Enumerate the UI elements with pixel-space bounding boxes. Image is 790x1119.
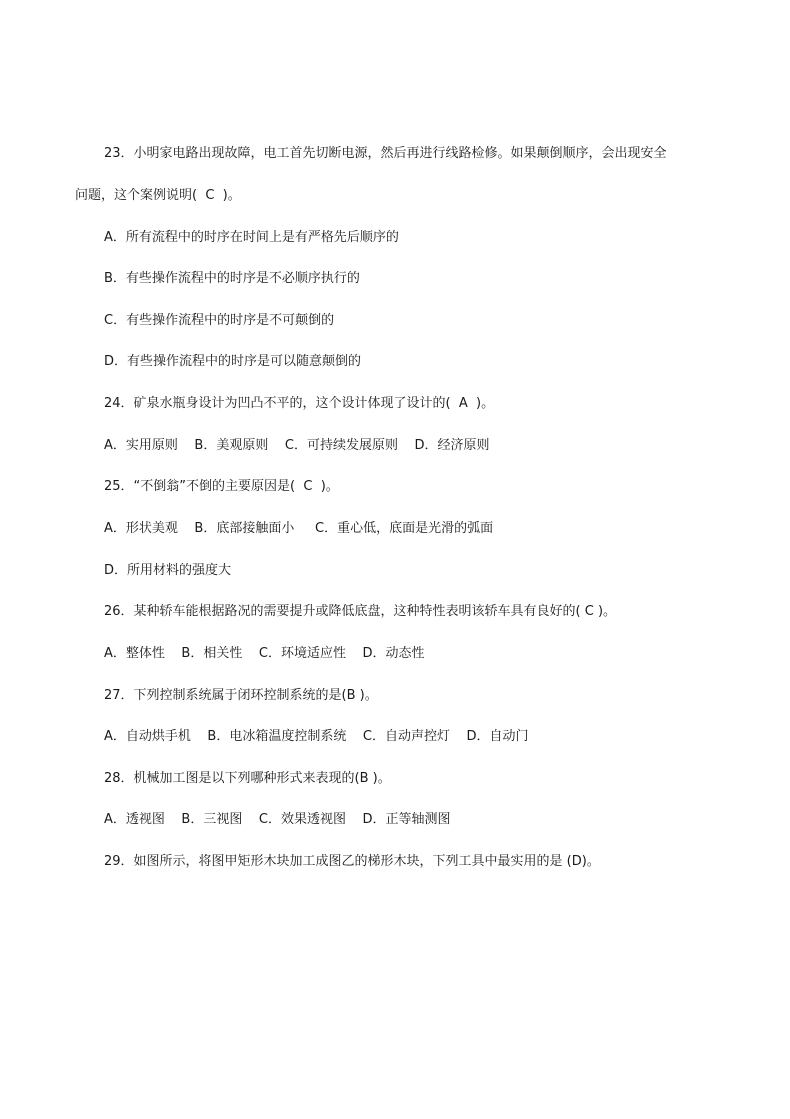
question-25-stem: 25．“不倒翁”不倒的主要原因是( C )。 bbox=[104, 479, 339, 494]
question-27-options: A．自动烘手机 B．电冰箱温度控制系统 C．自动声控灯 D．自动门 bbox=[104, 729, 529, 744]
question-23-option-a: A．所有流程中的时序在时间上是有严格先后顺序的 bbox=[104, 230, 399, 245]
question-23-option-c: C．有些操作流程中的时序是不可颠倒的 bbox=[104, 313, 335, 328]
question-29-stem: 29．如图所示，将图甲矩形木块加工成图乙的梯形木块，下列工具中最实用的是 (D)。 bbox=[104, 854, 600, 869]
question-27-stem: 27．下列控制系统属于闭环控制系统的是(B )。 bbox=[104, 688, 378, 703]
question-26-options: A．整体性 B．相关性 C．环境适应性 D．动态性 bbox=[104, 646, 425, 661]
question-28-options: A．透视图 B．三视图 C．效果透视图 D．正等轴测图 bbox=[104, 812, 451, 827]
question-28-stem: 28．机械加工图是以下列哪种形式来表现的(B )。 bbox=[104, 771, 391, 786]
question-23-stem-line1: 23．小明家电路出现故障，电工首先切断电源，然后再进行线路检修。如果颠倒顺序，会出现安全 bbox=[104, 146, 667, 161]
question-23-stem-line2: 问题，这个案例说明( C )。 bbox=[75, 188, 241, 203]
question-24-options: A．实用原则 B．美观原则 C．可持续发展原则 D．经济原则 bbox=[104, 438, 490, 453]
question-23-option-b: B．有些操作流程中的时序是不必顺序执行的 bbox=[104, 271, 360, 286]
question-26-stem: 26．某种轿车能根据路况的需要提升或降低底盘，这种特性表明该轿车具有良好的( C )。 bbox=[104, 604, 617, 619]
question-23-option-d: D．有些操作流程中的时序是可以随意颠倒的 bbox=[104, 354, 362, 369]
question-25-option-d: D．所用材料的强度大 bbox=[104, 563, 232, 578]
question-24-stem: 24．矿泉水瓶身设计为凹凸不平的，这个设计体现了设计的( A )。 bbox=[104, 396, 495, 411]
question-25-options: A．形状美观 B．底部接触面小 C．重心低，底面是光滑的弧面 bbox=[104, 521, 494, 536]
